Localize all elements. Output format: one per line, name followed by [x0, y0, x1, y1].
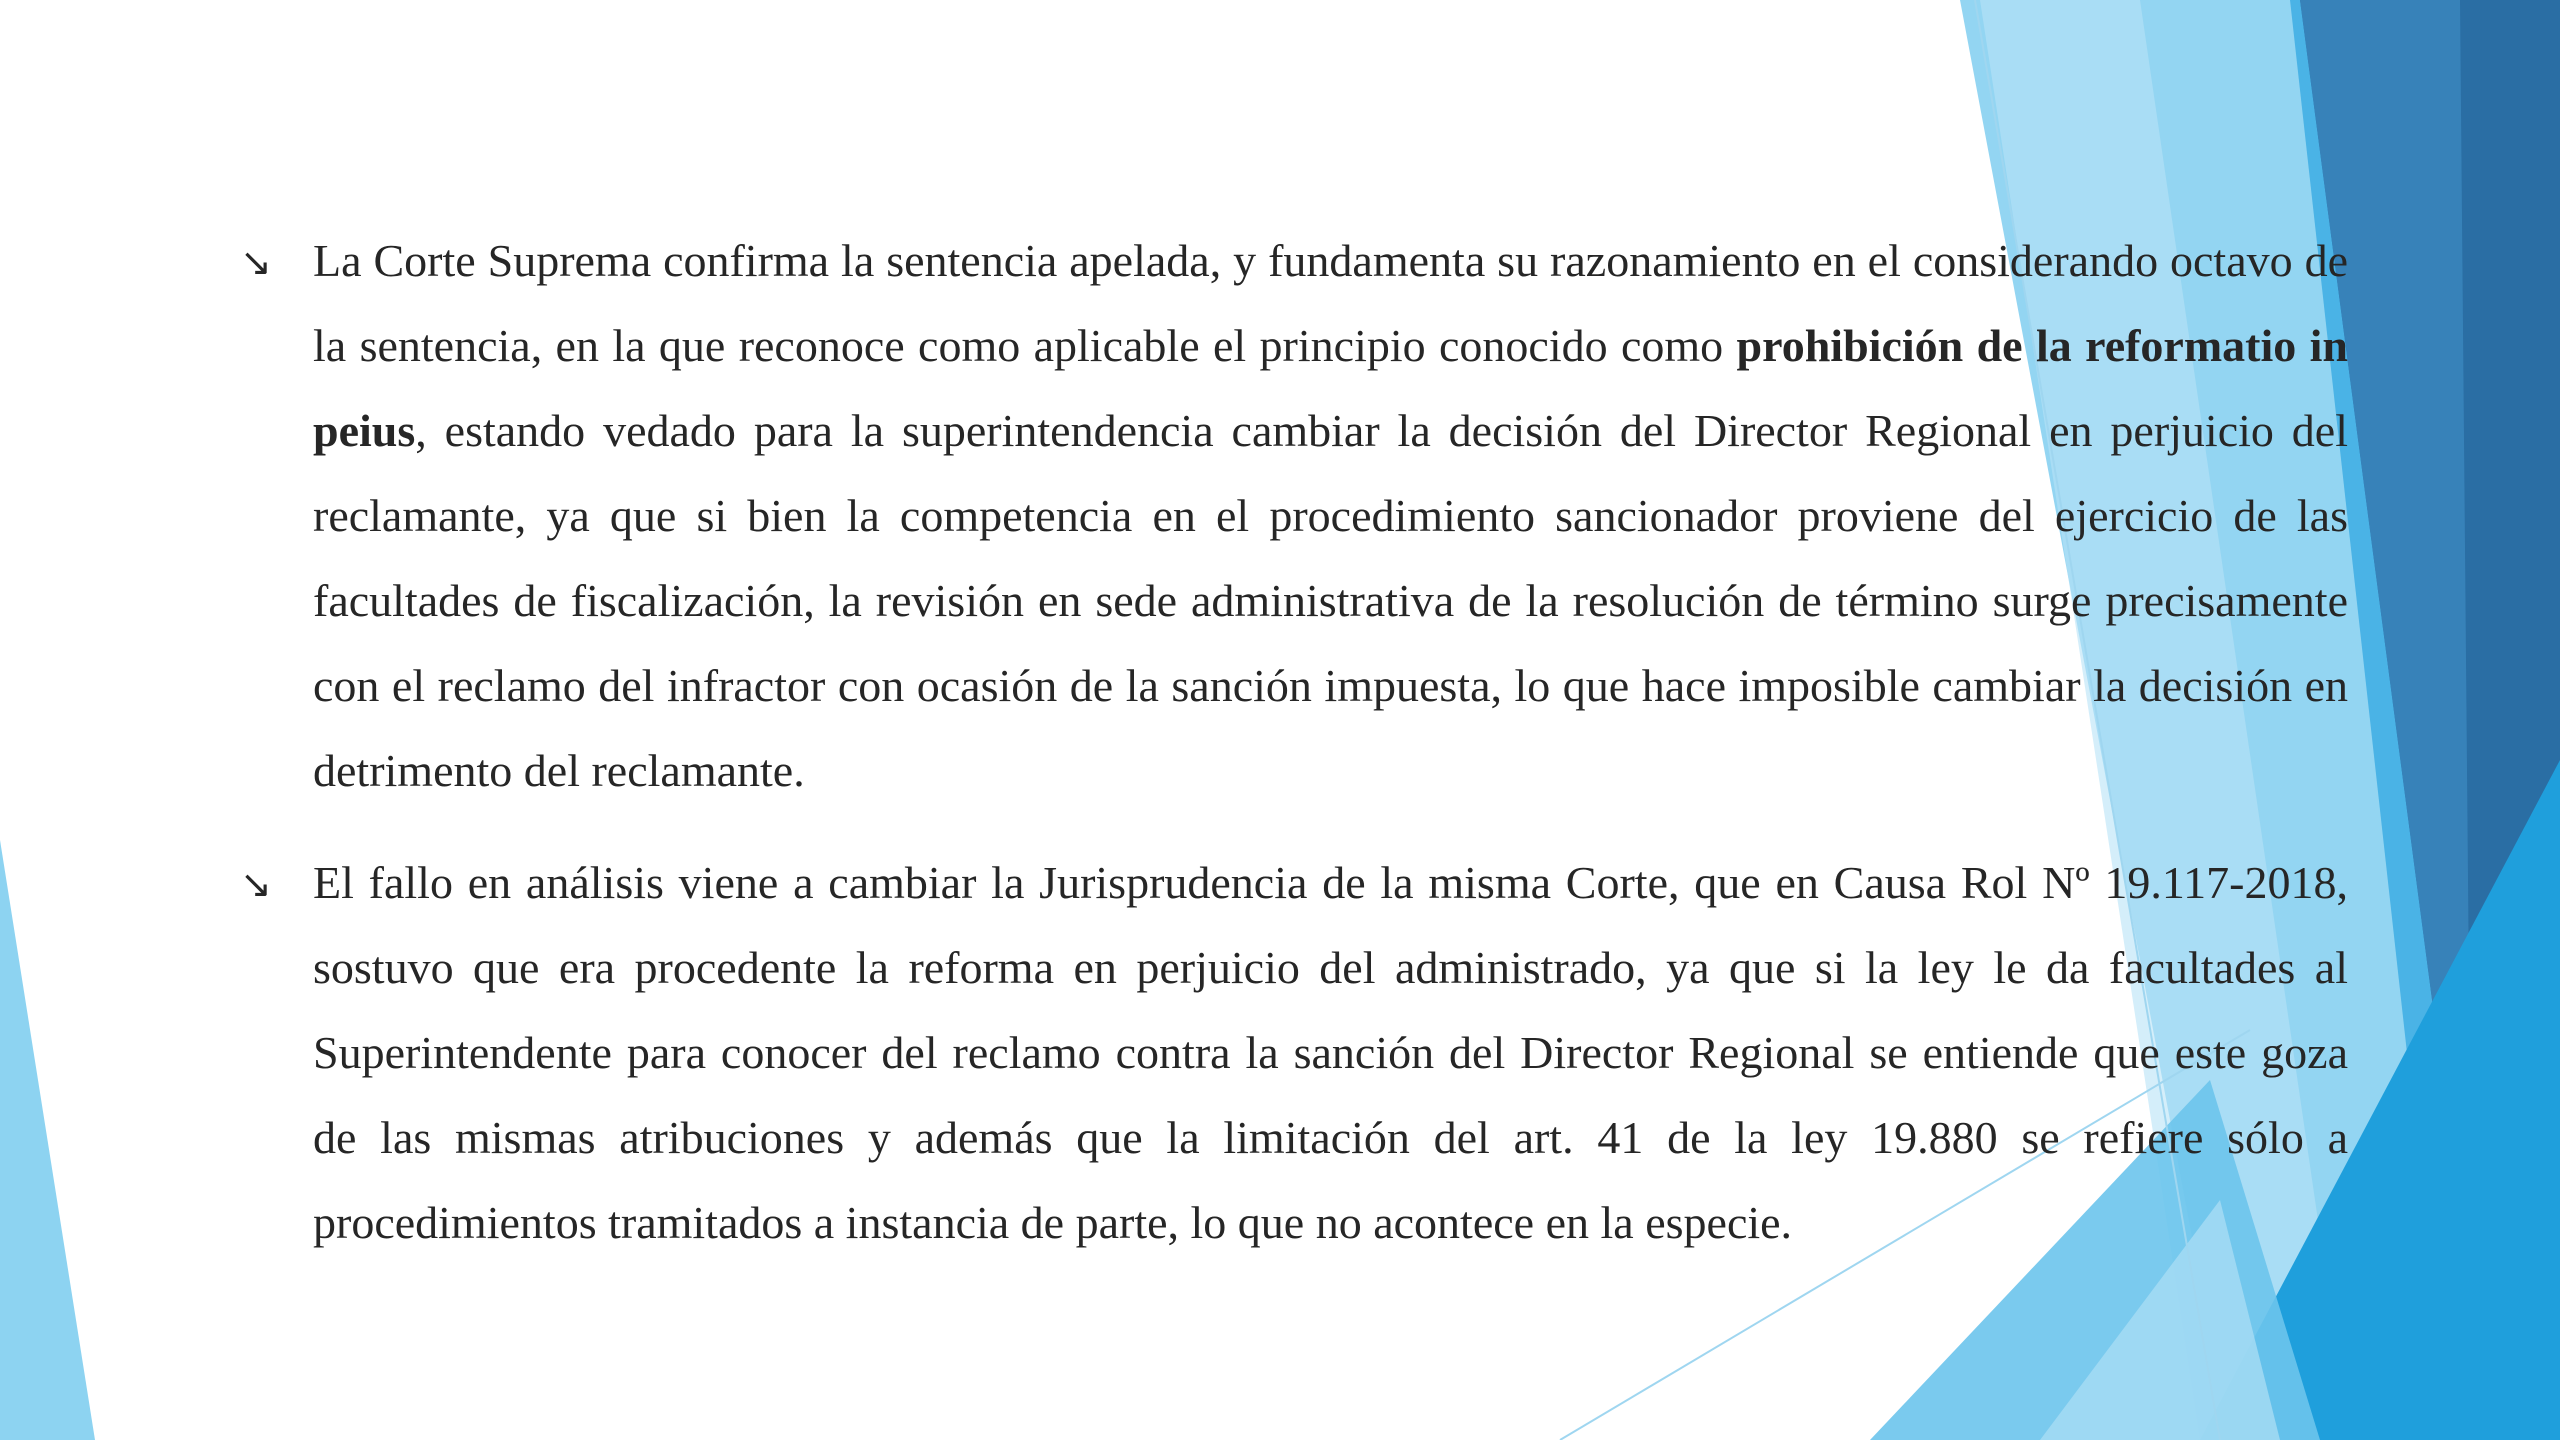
bullet-list — [240, 218, 2348, 1292]
bullet-text: , estando vedado para la superintendencia cambiar la decisión del Director Regional en perjuicio del reclamante, ya que si bien la competencia en el procedimiento sancionador proviene del ejercicio de las facultades de fiscalización, la revisión en sede administrativa de la resolución de término surge precisamente con el reclamo del infractor con ocasión de la sanción impuesta, lo que hace imposible cambiar la decisión en detrimento del reclamante. — [313, 405, 2348, 796]
arrow-down-right-icon: ↘ — [240, 862, 272, 906]
arrow-down-right-icon: ↘ — [240, 240, 272, 284]
bullet-text: La Corte Suprema confirma la sentencia apelada, y fundamenta su razonamiento en el considerando octavo de la sentencia, en la que reconoce como aplicable el principio conocido como — [313, 235, 2348, 371]
bullet-text-bold: prohibición de la reformatio in peius — [313, 320, 2348, 456]
bullet-item — [240, 840, 2348, 1265]
bullet-text: El fallo en análisis viene a cambiar la Jurisprudencia de la misma Corte, que en Causa Rol Nº 19.117-2018, sostuvo que era procedente la reforma en perjuicio del administrado, ya que si la ley le da facultades al Superintendente para conocer del reclamo contra la sanción del Director Regional se entiende que este goza de las mismas atribuciones y además que la limitación del art. 41 de la ley 19.880 se refiere sólo a procedimientos tramitados a instancia de parte, lo que no acontece en la especie. — [313, 857, 2348, 1248]
bullet-item — [240, 218, 2348, 813]
decor-facet-left — [0, 840, 95, 1440]
